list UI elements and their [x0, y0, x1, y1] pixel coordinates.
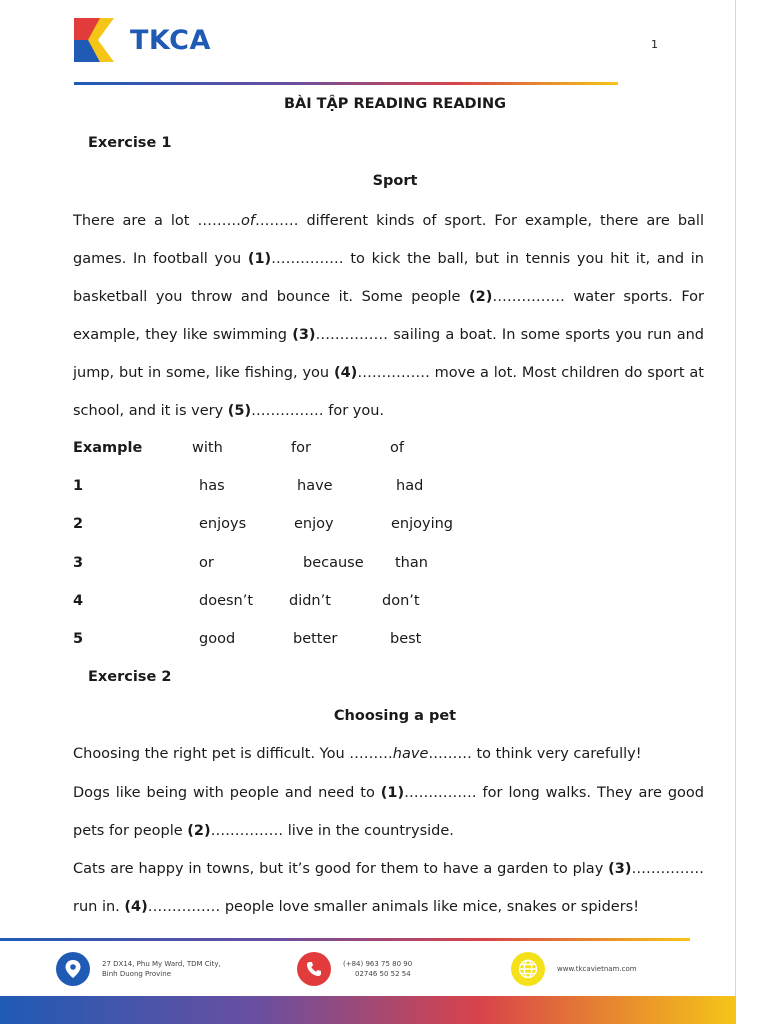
tkca-logo-icon — [74, 18, 120, 62]
footer-gradient-bar — [0, 996, 736, 1024]
header-rule — [74, 82, 618, 85]
exercise-1-passage: There are a lot ………of……… different kinds of sport. For example, there are ball games. In football you (1)…………… to kick the ball, but in tennis you hit it, and in basketball you throw and bounce it. Some people (2)…………… water sports. For example, they like swimming (3)…………… sailing a boat. In some sports you run and jump, but in some, like fishing, you (4)…………… move a lot. Most children do sport at school, and it is very (5)…………… for you. — [73, 213, 704, 419]
brand-name: TKCA — [130, 24, 211, 56]
exercise-2-line-1: Choosing the right pet is difficult. You ………have……… to think very carefully! — [73, 746, 642, 762]
footer-website — [511, 952, 637, 986]
footer-phone: (+84) 963 75 80 90 02746 50 52 54 — [297, 952, 412, 986]
example-answer: of — [240, 213, 255, 229]
footer-address: 27 DX14, Phu My Ward, TDM City, Binh Duong Provine — [56, 952, 221, 986]
example-answer: have — [392, 746, 429, 762]
exercise-1-subtitle: Sport — [372, 173, 418, 189]
page-number: 1 — [651, 38, 658, 51]
website-text: www.tkcavietnam.com — [557, 965, 637, 973]
globe-icon — [511, 952, 545, 986]
exercise-2-paragraph-dogs: Dogs like being with people and need to (1)…………… for long walks. They are good pets for people (2)…………… live in the countryside. — [73, 785, 705, 839]
footer-rule — [0, 938, 690, 941]
phone-icon — [297, 952, 331, 986]
location-pin-icon — [56, 952, 90, 986]
exercise-2-paragraph-cats: Cats are happy in towns, but it’s good for them to have a garden to play (3)…………… run in. (4)…………… people love smaller animals like mice, snakes or spiders! — [73, 861, 704, 915]
exercise-2-heading: Exercise 2 — [88, 669, 172, 685]
exercise-2-subtitle: Choosing a pet — [333, 708, 457, 724]
exercise-1-heading: Exercise 1 — [88, 135, 172, 151]
page-edge — [735, 0, 736, 1024]
document-title: BÀI TẬP READING READING — [283, 96, 507, 112]
brand-logo — [74, 18, 211, 62]
